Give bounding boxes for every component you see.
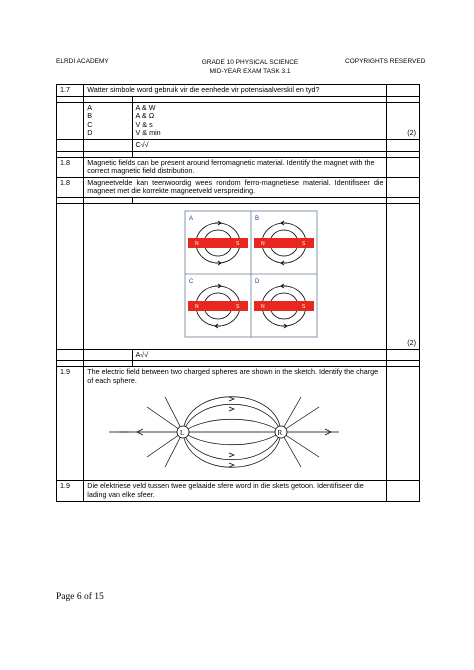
pole-label: S [236, 240, 240, 247]
option-value: A & W [135, 102, 156, 112]
electric-field-figure [87, 385, 367, 479]
q18-question-af: Magneetvelde kan teenwoordig wees rondom ferro-magnetiese material. Identifiseer die magneet met die korrekte magneetveld verspreiding. [84, 177, 387, 197]
page-number: Page 6 of 15 [56, 592, 104, 602]
panel-label-c: C [189, 278, 194, 285]
q18-figure-row [57, 203, 420, 349]
q17-marks: (2) [387, 102, 420, 139]
q19-figure [87, 385, 383, 479]
q19-question-en: The electric field between two charged spheres are shown in the sketch. Identify the charge of each sphere. [87, 367, 379, 385]
q18-answer-row [57, 349, 420, 361]
q18-figure-cell [84, 203, 387, 349]
panel-label-b: B [255, 215, 260, 222]
q18-row-en [57, 157, 420, 177]
q17-answer-row [57, 139, 420, 151]
sphere-left-label: L [180, 429, 185, 438]
pole-label: N [261, 240, 265, 247]
pole-label: S [302, 240, 306, 247]
option-letter: C [87, 119, 93, 129]
panel-label-a: A [189, 215, 194, 222]
sphere-right-label: R [277, 429, 283, 438]
q18-marks: (2) [387, 203, 420, 349]
q17-row [57, 85, 420, 97]
exam-questions [56, 84, 420, 502]
q18-number: 1.8 [57, 157, 84, 177]
q17-question: Watter simbole word gebruik vir die eenhede vir potensiaalverskil en tyd? [84, 85, 387, 97]
q17-options [57, 102, 420, 139]
q19-row [57, 367, 420, 481]
q17-answer: C√√ [132, 139, 387, 151]
question-table [56, 84, 420, 502]
pole-label: S [236, 303, 240, 310]
option-value: V & s [135, 119, 153, 129]
panel-label-d: D [255, 278, 260, 285]
q17-option-letters [84, 102, 132, 139]
pole-label: N [261, 303, 265, 310]
header-subject-line1: GRADE 10 PHYSICAL SCIENCE [201, 59, 299, 66]
option-letter: A [87, 102, 93, 112]
q18-answer: A√√ [132, 349, 387, 361]
q17-option-values [132, 102, 387, 139]
q19-number: 1.9 [57, 367, 84, 481]
pole-label: S [302, 303, 306, 310]
header-subject-line2: MID-YEAR EXAM TASK 3.1 [209, 68, 291, 75]
option-value: V & min [135, 128, 161, 138]
q18-number-af: 1.8 [57, 177, 84, 197]
magnet-figure [87, 205, 377, 345]
q19-row-af [57, 481, 420, 501]
q17-number: 1.7 [57, 85, 84, 97]
option-letter: D [87, 128, 93, 138]
option-value: A & Ω [135, 111, 155, 121]
q18-row-af [57, 177, 420, 197]
q19-number-af: 1.9 [57, 481, 84, 501]
header-school: ELRDI ACADEMY [56, 58, 109, 65]
pole-label: N [195, 303, 199, 310]
header-subject [190, 58, 310, 76]
q19-question-af: Die elektriese veld tussen twee gelaaide sfere word in die skets getoon. Identifiseer die lading van elke sfeer. [84, 481, 387, 501]
option-letter: B [87, 111, 93, 121]
header-copyright: COPYRIGHTS RESERVED [345, 58, 426, 65]
pole-label: N [195, 240, 199, 247]
q18-question-en: Magnetic fields can be present around ferromagnetic material. Identify the magnet with the correct magnetic field distribution. [84, 157, 387, 177]
